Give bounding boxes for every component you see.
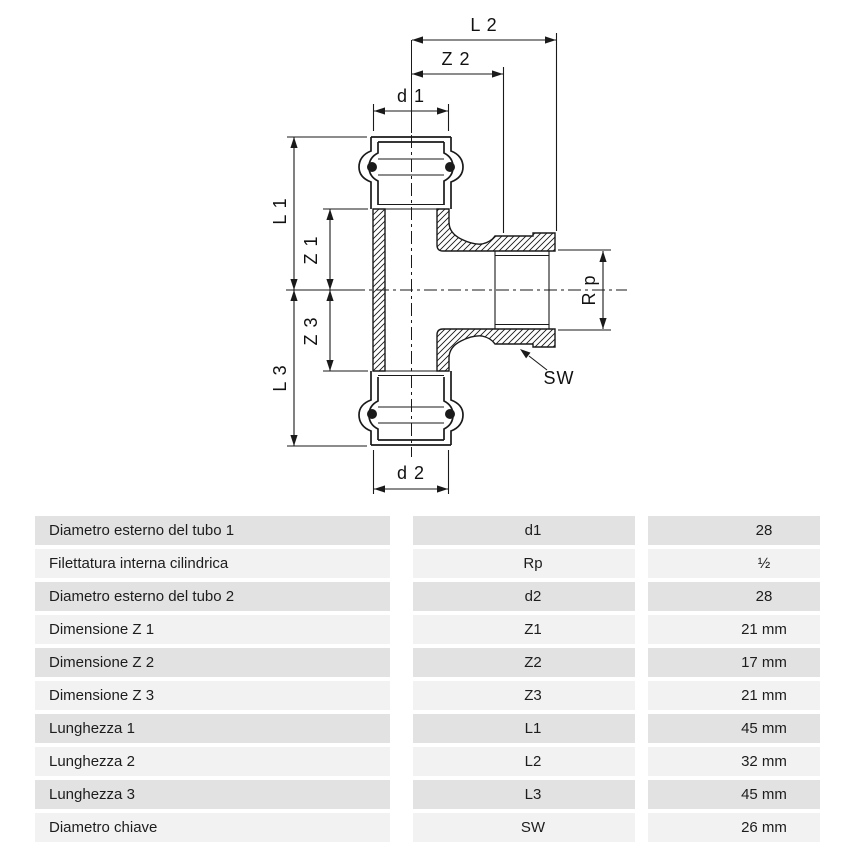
row-symbol: L2 [413, 747, 635, 776]
row-value: 32 mm [648, 747, 820, 776]
row-value: 28 [648, 516, 820, 545]
dim-label-d1: d 1 [396, 86, 426, 106]
dim-label-d2: d 2 [396, 463, 426, 483]
table-row [35, 813, 820, 842]
row-label: Dimensione Z 2 [35, 648, 390, 677]
dim-label-l1: L 1 [270, 197, 290, 225]
row-label: Lunghezza 2 [35, 747, 390, 776]
branch-upper-wall [437, 209, 555, 251]
fitting-body [359, 137, 555, 445]
row-symbol: Rp [413, 549, 635, 578]
row-value: 17 mm [648, 648, 820, 677]
row-label: Filettatura interna cilindrica [35, 549, 390, 578]
row-symbol: L1 [413, 714, 635, 743]
row-symbol: L3 [413, 780, 635, 809]
row-symbol: Z1 [413, 615, 635, 644]
row-label: Diametro chiave [35, 813, 390, 842]
row-symbol: SW [413, 813, 635, 842]
table-row [35, 582, 820, 611]
table-row [35, 747, 820, 776]
row-symbol: Z2 [413, 648, 635, 677]
row-label: Dimensione Z 1 [35, 615, 390, 644]
row-value: 21 mm [648, 681, 820, 710]
row-value: 45 mm [648, 780, 820, 809]
table-row [35, 681, 820, 710]
row-label: Diametro esterno del tubo 1 [35, 516, 390, 545]
row-symbol: Z3 [413, 681, 635, 710]
table-row [35, 615, 820, 644]
dim-label-rp: R p [579, 274, 599, 306]
row-label: Diametro esterno del tubo 2 [35, 582, 390, 611]
tube-left-wall [373, 209, 385, 371]
row-value: ½ [648, 549, 820, 578]
row-value: 26 mm [648, 813, 820, 842]
row-label: Lunghezza 1 [35, 714, 390, 743]
spec-table [35, 516, 820, 846]
row-label: Lunghezza 3 [35, 780, 390, 809]
row-value: 21 mm [648, 615, 820, 644]
table-row [35, 648, 820, 677]
table-row [35, 516, 820, 545]
dim-label-z3: Z 3 [301, 316, 321, 346]
dim-label-sw: SW [543, 368, 575, 388]
dim-label-z2: Z 2 [441, 49, 471, 69]
table-row [35, 549, 820, 578]
table-row [35, 780, 820, 809]
branch-lower-wall [437, 329, 555, 371]
table-row [35, 714, 820, 743]
row-symbol: d1 [413, 516, 635, 545]
row-value: 28 [648, 582, 820, 611]
row-value: 45 mm [648, 714, 820, 743]
dim-label-z1: Z 1 [301, 235, 321, 265]
row-symbol: d2 [413, 582, 635, 611]
dim-label-l2: L 2 [470, 15, 498, 35]
row-label: Dimensione Z 3 [35, 681, 390, 710]
dim-label-l3: L 3 [270, 364, 290, 392]
